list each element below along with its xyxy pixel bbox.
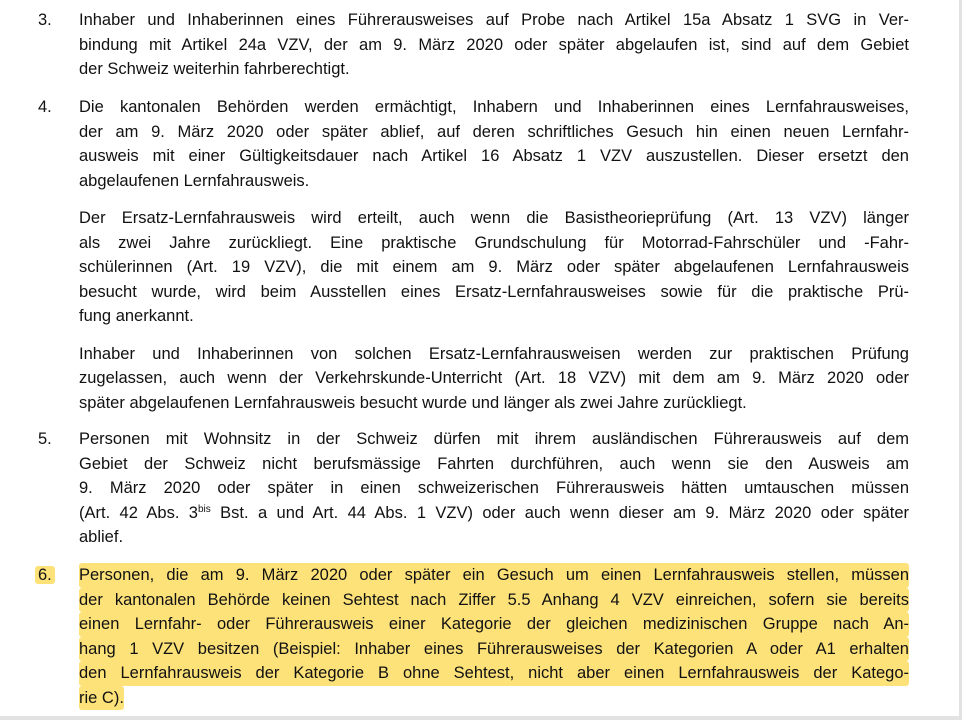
paragraph [79, 563, 909, 710]
item-number: 3. [38, 11, 52, 29]
highlighted-number: 6. [35, 566, 55, 584]
text-line: fung anerkannt. [79, 307, 194, 325]
text-line: der kantonalen Behörde keinen Sehtest nach Ziffer 5.5 Anhang 4 VZV einreichen, sofern sie bereits [79, 588, 909, 613]
item-body [79, 427, 909, 563]
item-number: 5. [38, 430, 52, 448]
text-fragment: (Art. 42 Abs. 3 [79, 503, 198, 522]
text-line: Der Ersatz-Lernfahrausweis wird erteilt, auch wenn die Basistheorieprüfung (Art. 13 VZV) länger [79, 209, 909, 227]
text-line [79, 501, 909, 526]
text-line: Die kantonalen Behörden werden ermächtigt, Inhabern und Inhaberinnen eines Lernfahrausweises, [79, 98, 909, 116]
text-line: hang 1 VZV besitzen (Beispiel: Inhaber eines Führerausweises der Kategorien A oder A1 erhalten [79, 637, 909, 662]
text-line: zugelassen, auch wenn der Verkehrskunde-Unterricht (Art. 18 VZV) mit dem am 9. März 2020 oder [79, 369, 909, 387]
text-line: als zwei Jahre zurückliegt. Eine praktische Grundschulung für Motorrad-Fahrschüler und -Fahr- [79, 233, 909, 252]
text-line: der Schweiz weiterhin fahrberechtigt. [79, 60, 350, 78]
text-line: später abgelaufenen Lernfahrausweis besucht wurde und länger als zwei Jahre zurückliegt. [79, 393, 747, 412]
text-line: Personen mit Wohnsitz in der Schweiz dürfen mit ihrem ausländischen Führerausweis auf dem [79, 430, 909, 448]
item-body-highlighted [79, 563, 909, 723]
item-number [38, 563, 55, 588]
text-line: Gebiet der Schweiz nicht berufsmässige Fahrten durchführen, auch wenn sie den Ausweis am [79, 454, 909, 473]
paragraph [79, 8, 909, 82]
text-line: der am 9. März 2020 oder später ablief, auf deren schriftliches Gesuch hin einen neuen Lernfahr- [79, 122, 909, 141]
text-line: besucht wurde, wird beim Ausstellen eines Ersatz-Lernfahrausweises sowie für die praktische Prü- [79, 282, 909, 301]
item-body [79, 8, 909, 95]
text-line: bindung mit Artikel 24a VZV, der am 9. März 2020 oder später abgelaufen ist, sind auf dem Gebiet [79, 35, 909, 54]
text-line: den Lernfahrausweis der Kategorie B ohne Sehtest, nicht aber einen Lernfahrausweis der Katego- [79, 661, 909, 686]
paragraph [79, 427, 909, 550]
text-fragment: Bst. a und Art. 44 Abs. 1 VZV) oder auch wenn dieser am 9. März 2020 oder später [210, 503, 909, 522]
text-line: Inhaber und Inhaberinnen von solchen Ersatz-Lernfahrausweisen werden zur praktischen Prüfung [79, 344, 909, 363]
text-line: abgelaufenen Lernfahrausweis. [79, 171, 310, 190]
paragraph [79, 342, 909, 416]
text-line: schülerinnen (Art. 19 VZV), die mit einem am 9. März oder später abgelaufenen Lernfahrausweis [79, 258, 909, 276]
item-body [79, 95, 909, 428]
text-line: ausweis mit einer Gültigkeitsdauer nach Artikel 16 Absatz 1 VZV auszustellen. Dieser ersetzt den [79, 147, 909, 165]
text-line: 9. März 2020 oder später in einen schweizerischen Führerausweis hätten umtauschen müssen [79, 479, 909, 497]
text-line: rie C). [79, 686, 124, 711]
paragraph [79, 206, 909, 329]
text-line: einen Lernfahr- oder Führerausweis einer Kategorie der gleichen medizinischen Gruppe nach An- [79, 612, 909, 637]
paragraph [79, 95, 909, 193]
text-line: ablief. [79, 528, 124, 546]
superscript: bis [197, 503, 211, 515]
text-line: Inhaber und Inhaberinnen eines Führerausweises auf Probe nach Artikel 15a Absatz 1 SVG in Ver- [79, 11, 909, 29]
text-line: Personen, die am 9. März 2020 oder später ein Gesuch um einen Lernfahrausweis stellen, müssen [79, 563, 909, 588]
item-number: 4. [38, 98, 52, 116]
